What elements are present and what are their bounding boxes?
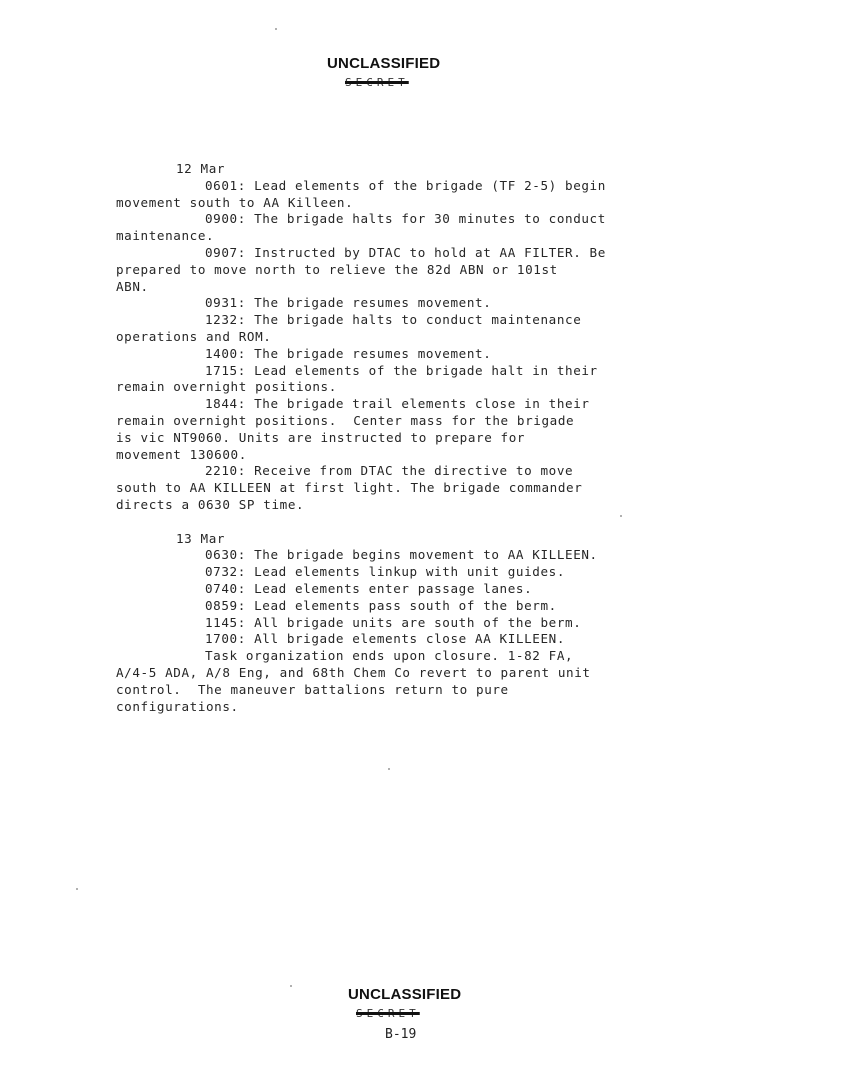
- log-entry-continuation: maintenance.: [116, 228, 215, 244]
- log-entry-continuation: ABN.: [116, 278, 149, 294]
- log-entry: 0601: Lead elements of the brigade (TF 2-5) begin: [205, 177, 606, 193]
- log-entry: 0740: Lead elements enter passage lanes.: [205, 580, 533, 596]
- log-entry: 0900: The brigade halts for 30 minutes to conduct: [205, 211, 606, 227]
- log-entry-continuation: remain overnight positions.: [116, 379, 337, 395]
- section-gap: [116, 514, 716, 531]
- page-number: B-19: [385, 1027, 417, 1042]
- scan-speck: [76, 888, 78, 890]
- scan-speck: [620, 515, 622, 517]
- log-entry: 1145: All brigade units are south of the berm.: [205, 614, 582, 630]
- footer-classification: UNCLASSIFIED: [348, 986, 462, 1003]
- log-entry: 0630: The brigade begins movement to AA KILLEEN.: [205, 547, 598, 563]
- day-heading: 13 Mar: [176, 530, 226, 546]
- document-body: [116, 161, 716, 715]
- log-entry: Task organization ends upon closure. 1-82 FA,: [205, 648, 574, 664]
- log-entry: 1844: The brigade trail elements close in their: [205, 396, 590, 412]
- day-heading: 12 Mar: [176, 161, 226, 176]
- log-entry-continuation: is vic NT9060. Units are instructed to prepare for: [116, 429, 526, 445]
- log-entry: 0732: Lead elements linkup with unit guides.: [205, 564, 566, 580]
- scan-speck: [290, 985, 292, 987]
- log-entry-continuation: south to AA KILLEEN at first light. The brigade commander: [116, 480, 583, 496]
- log-entry: 0931: The brigade resumes movement.: [205, 295, 492, 311]
- log-entry: 2210: Receive from DTAC the directive to move: [205, 463, 574, 479]
- log-entry-continuation: directs a 0630 SP time.: [116, 496, 305, 512]
- header-classification: UNCLASSIFIED: [327, 55, 441, 72]
- log-entry: 1700: All brigade elements close AA KILLEEN.: [205, 631, 566, 647]
- log-entry-continuation: operations and ROM.: [116, 328, 272, 344]
- scan-speck: [275, 28, 277, 30]
- log-entry: 1232: The brigade halts to conduct maintenance: [205, 312, 582, 328]
- log-entry-continuation: prepared to move north to relieve the 82d ABN or 101st: [116, 261, 558, 277]
- log-entry-continuation: configurations.: [116, 698, 239, 714]
- scan-speck: [388, 768, 390, 770]
- log-entry-continuation: remain overnight positions. Center mass for the brigade: [116, 412, 575, 428]
- log-entry: 1400: The brigade resumes movement.: [205, 345, 492, 361]
- log-entry-continuation: control. The maneuver battalions return to pure: [116, 681, 509, 697]
- log-entry: 0859: Lead elements pass south of the berm.: [205, 597, 557, 613]
- log-entry: 0907: Instructed by DTAC to hold at AA FILTER. Be: [205, 244, 606, 260]
- footer-struck-marking: SECRET: [356, 1007, 420, 1020]
- header-struck-marking: SECRET: [345, 76, 409, 89]
- log-entry: 1715: Lead elements of the brigade halt in their: [205, 362, 598, 378]
- log-entry-continuation: movement south to AA Killeen.: [116, 194, 354, 210]
- log-entry-continuation: movement 130600.: [116, 446, 247, 462]
- log-entry-continuation: A/4-5 ADA, A/8 Eng, and 68th Chem Co revert to parent unit: [116, 664, 591, 680]
